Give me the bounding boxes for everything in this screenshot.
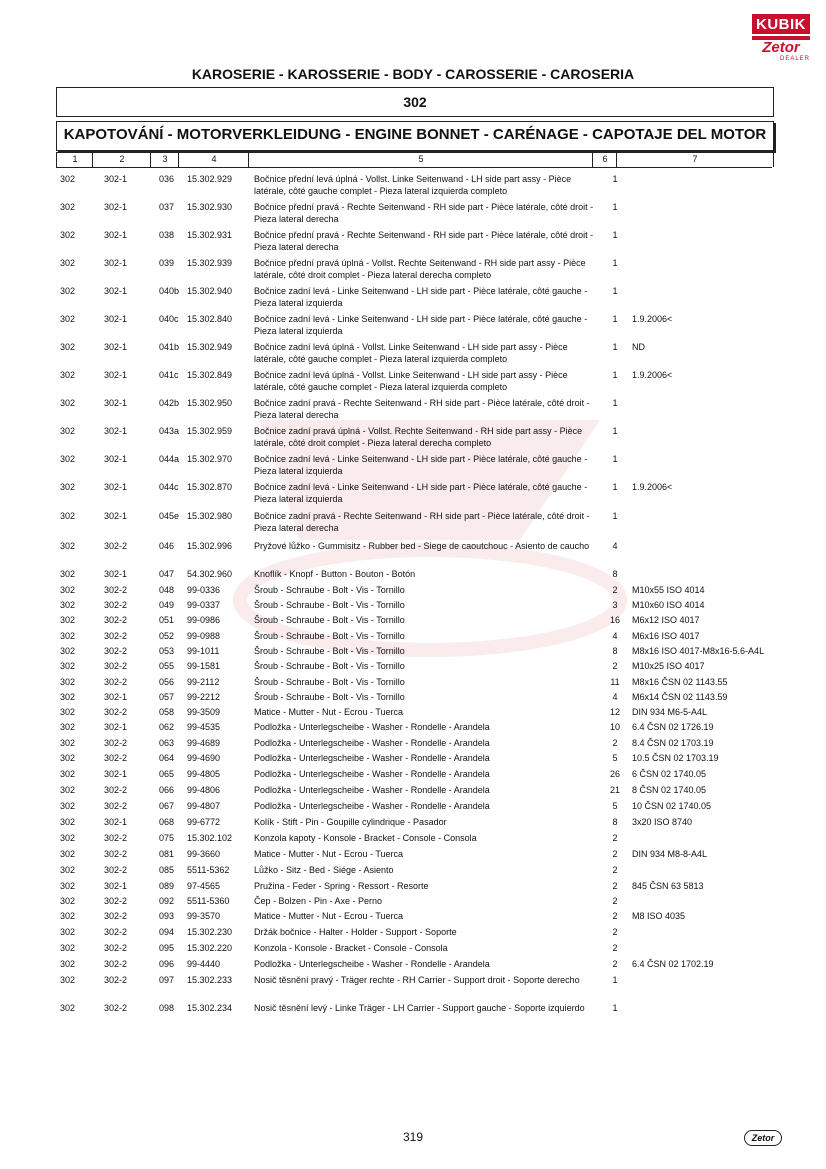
- cell-c3: 062: [159, 722, 175, 732]
- cell-c2: 302-2: [104, 646, 128, 656]
- cell-c1: 302: [60, 342, 76, 352]
- cell-c1: 302: [60, 927, 76, 937]
- cell-c6: 8: [612, 569, 618, 579]
- cell-c1: 302: [60, 314, 76, 324]
- cell-c4: 15.302.970: [187, 454, 233, 464]
- cell-c2: 302-2: [104, 911, 128, 921]
- cell-c1: 302: [60, 722, 76, 732]
- cell-c2: 302-2: [104, 1003, 128, 1013]
- cell-c2: 302-1: [104, 342, 128, 352]
- cell-c3: 098: [159, 1003, 175, 1013]
- cell-c6: 4: [612, 692, 618, 702]
- cell-c4: 99-1581: [187, 661, 221, 671]
- col-5-header: 5: [248, 153, 593, 167]
- cell-c3: 045e: [159, 511, 180, 521]
- cell-c5: Bočnice zadní pravá - Rechte Seitenwand - RH side part - Pièce latérale, côté droit - Pieza lateral derecha: [254, 398, 590, 420]
- cell-c2: 302-2: [104, 753, 128, 763]
- col-7-header: 7: [616, 153, 774, 167]
- cell-c2: 302-2: [104, 975, 128, 985]
- cell-c4: 99-3660: [187, 849, 221, 859]
- cell-c1: 302: [60, 646, 76, 656]
- logo-brand: KUBIK: [752, 14, 810, 34]
- cell-c4: 15.302.840: [187, 314, 233, 324]
- cell-c1: 302: [60, 230, 76, 240]
- cell-c4: 99-4807: [187, 801, 221, 811]
- cell-c3: 064: [159, 753, 175, 763]
- cell-c7: M10x55 ISO 4014: [632, 585, 705, 595]
- cell-c5: Šroub - Schraube - Bolt - Vis - Tornillo: [254, 600, 405, 610]
- cell-c5: Šroub - Schraube - Bolt - Vis - Tornillo: [254, 615, 405, 625]
- cell-c1: 302: [60, 482, 76, 492]
- cell-c3: 058: [159, 707, 175, 717]
- cell-c1: 302: [60, 426, 76, 436]
- cell-c5: Šroub - Schraube - Bolt - Vis - Tornillo: [254, 677, 405, 687]
- cell-c6: 1: [612, 426, 618, 436]
- col-1-header: 1: [56, 153, 93, 167]
- cell-c7: M10x60 ISO 4014: [632, 600, 705, 610]
- cell-c6: 10: [609, 722, 620, 732]
- cell-c4: 99-4440: [187, 959, 221, 969]
- cell-c1: 302: [60, 1003, 76, 1013]
- cell-c1: 302: [60, 370, 76, 380]
- cell-c7: 845 ČSN 63 5813: [632, 881, 704, 891]
- cell-c5: Podložka - Unterlegscheibe - Washer - Rondelle - Arandela: [254, 801, 490, 811]
- cell-c3: 044a: [159, 454, 180, 464]
- cell-c7: 6.4 ČSN 02 1702.19: [632, 959, 714, 969]
- cell-c6: 2: [612, 943, 618, 953]
- cell-c6: 2: [612, 585, 618, 595]
- cell-c4: 15.302.940: [187, 286, 233, 296]
- cell-c1: 302: [60, 258, 76, 268]
- cell-c2: 302-1: [104, 454, 128, 464]
- cell-c1: 302: [60, 707, 76, 717]
- cell-c5: Podložka - Unterlegscheibe - Washer - Rondelle - Arandela: [254, 959, 490, 969]
- cell-c6: 2: [612, 896, 618, 906]
- cell-c7: 10 ČSN 02 1740.05: [632, 801, 712, 811]
- cell-c4: 5511-5362: [187, 865, 230, 875]
- col-6-header: 6: [592, 153, 617, 167]
- cell-c5: Bočnice zadní pravá - Rechte Seitenwand - RH side part - Pièce latérale, côté droit - Pieza lateral derecha: [254, 511, 590, 533]
- cell-c2: 302-1: [104, 817, 128, 827]
- cell-c5: Bočnice zadní levá - Linke Seitenwand - LH side part - Pièce latérale, côté gauche - Pieza lateral izquierda: [254, 286, 588, 308]
- cell-c5: Šroub - Schraube - Bolt - Vis - Tornillo: [254, 631, 405, 641]
- cell-c7: M8x16 ČSN 02 1143.55: [632, 677, 728, 687]
- cell-c6: 2: [612, 911, 618, 921]
- cell-c4: 15.302.949: [187, 342, 233, 352]
- cell-c1: 302: [60, 202, 76, 212]
- cell-c1: 302: [60, 896, 76, 906]
- cell-c1: 302: [60, 911, 76, 921]
- page-number: 319: [402, 1130, 424, 1144]
- cell-c3: 053: [159, 646, 175, 656]
- cell-c6: 1: [612, 342, 618, 352]
- cell-c3: 043a: [159, 426, 180, 436]
- cell-c3: 046: [159, 541, 175, 551]
- cell-c3: 056: [159, 677, 175, 687]
- cell-c5: Bočnice zadní levá - Linke Seitenwand - LH side part - Pièce latérale, côté gauche - Pieza lateral izquierda: [254, 314, 588, 336]
- cell-c5: Podložka - Unterlegscheibe - Washer - Rondelle - Arandela: [254, 722, 490, 732]
- cell-c3: 042b: [159, 398, 180, 408]
- cell-c5: Bočnice zadní pravá úplná - Vollst. Rechte Seitenwand - RH side part assy - Pièce latérale, côté droit complet - Pieza lateral derecha completo: [254, 426, 583, 448]
- cell-c3: 067: [159, 801, 175, 811]
- cell-c6: 16: [609, 615, 620, 625]
- cell-c3: 040b: [159, 286, 180, 296]
- cell-c2: 302-1: [104, 314, 128, 324]
- cell-c4: 15.302.234: [187, 1003, 233, 1013]
- cell-c1: 302: [60, 692, 76, 702]
- cell-c5: Podložka - Unterlegscheibe - Washer - Rondelle - Arandela: [254, 753, 490, 763]
- cell-c4: 15.302.870: [187, 482, 233, 492]
- cell-c7: 3x20 ISO 8740: [632, 817, 693, 827]
- cell-c1: 302: [60, 785, 76, 795]
- cell-c3: 097: [159, 975, 175, 985]
- logo-maker: Zetor: [762, 39, 800, 56]
- section-subtitle: KAPOTOVÁNÍ - MOTORVERKLEIDUNG - ENGINE BONNET - CARÉNAGE - CAPOTAJE DEL MOTOR: [56, 121, 774, 151]
- cell-c1: 302: [60, 174, 76, 184]
- cell-c6: 26: [609, 769, 620, 779]
- cell-c5: Konzola - Konsole - Bracket - Console - Consola: [254, 943, 448, 953]
- cell-c2: 302-1: [104, 230, 128, 240]
- cell-c4: 99-4690: [187, 753, 221, 763]
- cell-c1: 302: [60, 849, 76, 859]
- cell-c2: 302-1: [104, 174, 128, 184]
- cell-c3: 063: [159, 738, 175, 748]
- cell-c4: 99-3509: [187, 707, 221, 717]
- cell-c3: 055: [159, 661, 175, 671]
- cell-c3: 094: [159, 927, 175, 937]
- cell-c5: Bočnice zadní levá úplná - Vollst. Linke Seitenwand - LH side part assy - Pièce latérale, côté gauche complet - Pieza lateral izquierda completo: [254, 342, 568, 364]
- cell-c4: 99-4689: [187, 738, 221, 748]
- col-3-header: 3: [150, 153, 179, 167]
- cell-c6: 1: [612, 286, 618, 296]
- cell-c7: M6x14 ČSN 02 1143.59: [632, 692, 728, 702]
- cell-c7: 6 ČSN 02 1740.05: [632, 769, 707, 779]
- cell-c4: 15.302.220: [187, 943, 233, 953]
- cell-c1: 302: [60, 585, 76, 595]
- footer-logo: Zetor: [744, 1130, 782, 1146]
- cell-c4: 99-4535: [187, 722, 221, 732]
- cell-c5: Bočnice přední pravá - Rechte Seitenwand - RH side part - Pièce latérale, côté droit - Pieza lateral derecha: [254, 230, 594, 252]
- cell-c7: DIN 934 M6-5-A4L: [632, 707, 708, 717]
- cell-c6: 1: [612, 454, 618, 464]
- cell-c2: 302-2: [104, 959, 128, 969]
- cell-c4: 99-2112: [187, 677, 220, 687]
- cell-c5: Šroub - Schraube - Bolt - Vis - Tornillo: [254, 585, 405, 595]
- cell-c5: Bočnice přední pravá - Rechte Seitenwand - RH side part - Pièce latérale, côté droit - Pieza lateral derecha: [254, 202, 594, 224]
- cell-c3: 051: [159, 615, 175, 625]
- cell-c2: 302-1: [104, 370, 128, 380]
- cell-c6: 2: [612, 865, 618, 875]
- cell-c2: 302-2: [104, 585, 128, 595]
- cell-c1: 302: [60, 615, 76, 625]
- cell-c7: 1.9.2006<: [632, 482, 673, 492]
- cell-c2: 302-1: [104, 569, 128, 579]
- cell-c2: 302-2: [104, 927, 128, 937]
- cell-c2: 302-2: [104, 631, 128, 641]
- cell-c1: 302: [60, 661, 76, 671]
- cell-c1: 302: [60, 541, 76, 551]
- cell-c6: 1: [612, 230, 618, 240]
- cell-c2: 302-2: [104, 541, 128, 551]
- cell-c3: 037: [159, 202, 175, 212]
- cell-c4: 99-1011: [187, 646, 220, 656]
- cell-c4: 15.302.849: [187, 370, 233, 380]
- cell-c6: 1: [612, 258, 618, 268]
- cell-c3: 066: [159, 785, 175, 795]
- cell-c3: 096: [159, 959, 175, 969]
- cell-c7: M6x12 ISO 4017: [632, 615, 700, 625]
- cell-c4: 99-4806: [187, 785, 221, 795]
- cell-c7: DIN 934 M8-8-A4L: [632, 849, 708, 859]
- cell-c5: Matice - Mutter - Nut - Ecrou - Tuerca: [254, 849, 404, 859]
- cell-c4: 99-3570: [187, 911, 221, 921]
- cell-c3: 068: [159, 817, 175, 827]
- cell-c6: 2: [612, 738, 618, 748]
- cell-c7: ND: [632, 342, 645, 352]
- cell-c3: 052: [159, 631, 175, 641]
- cell-c7: M8x16 ISO 4017-M8x16-5.6-A4L: [632, 646, 765, 656]
- cell-c1: 302: [60, 569, 76, 579]
- cell-c5: Šroub - Schraube - Bolt - Vis - Tornillo: [254, 646, 405, 656]
- cell-c4: 15.302.233: [187, 975, 233, 985]
- cell-c3: 089: [159, 881, 175, 891]
- cell-c7: M8 ISO 4035: [632, 911, 686, 921]
- cell-c1: 302: [60, 959, 76, 969]
- cell-c3: 039: [159, 258, 175, 268]
- cell-c4: 99-0336: [187, 585, 221, 595]
- cell-c4: 99-0337: [187, 600, 221, 610]
- cell-c1: 302: [60, 398, 76, 408]
- cell-c4: 97-4565: [187, 881, 221, 891]
- cell-c4: 99-6772: [187, 817, 221, 827]
- cell-c4: 15.302.930: [187, 202, 233, 212]
- cell-c7: 10.5 ČSN 02 1703.19: [632, 753, 719, 763]
- cell-c1: 302: [60, 881, 76, 891]
- cell-c6: 8: [612, 817, 618, 827]
- cell-c3: 048: [159, 585, 175, 595]
- cell-c5: Matice - Mutter - Nut - Ecrou - Tuerca: [254, 911, 404, 921]
- cell-c6: 2: [612, 833, 618, 843]
- cell-c2: 302-2: [104, 785, 128, 795]
- cell-c6: 8: [612, 646, 618, 656]
- cell-c5: Držák bočnice - Halter - Holder - Support - Soporte: [254, 927, 457, 937]
- cell-c6: 1: [612, 511, 618, 521]
- cell-c6: 1: [612, 314, 618, 324]
- cell-c5: Bočnice zadní levá - Linke Seitenwand - LH side part - Pièce latérale, côté gauche - Pieza lateral izquierda: [254, 482, 588, 504]
- cell-c1: 302: [60, 801, 76, 811]
- cell-c4: 99-0988: [187, 631, 221, 641]
- col-2-header: 2: [92, 153, 151, 167]
- cell-c6: 2: [612, 849, 618, 859]
- cell-c1: 302: [60, 753, 76, 763]
- cell-c2: 302-1: [104, 769, 128, 779]
- cell-c3: 095: [159, 943, 175, 953]
- cell-c6: 11: [610, 677, 620, 687]
- cell-c6: 1: [612, 1003, 618, 1013]
- cell-c6: 5: [612, 753, 618, 763]
- cell-c4: 54.302.960: [187, 569, 233, 579]
- cell-c5: Podložka - Unterlegscheibe - Washer - Rondelle - Arandela: [254, 769, 490, 779]
- cell-c2: 302-1: [104, 426, 128, 436]
- cell-c5: Knoflík - Knopf - Button - Bouton - Botón: [254, 569, 416, 579]
- cell-c6: 3: [612, 600, 618, 610]
- cell-c5: Pryžové lůžko - Gummisitz - Rubber bed - Siege de caoutchouc - Asiento de caucho: [254, 541, 590, 551]
- cell-c3: 044c: [159, 482, 179, 492]
- cell-c2: 302-2: [104, 896, 128, 906]
- cell-c7: 6.4 ČSN 02 1726.19: [632, 722, 714, 732]
- cell-c6: 2: [612, 959, 618, 969]
- cell-c3: 081: [159, 849, 175, 859]
- cell-c2: 302-1: [104, 398, 128, 408]
- cell-c2: 302-2: [104, 600, 128, 610]
- cell-c2: 302-2: [104, 801, 128, 811]
- cell-c5: Čep - Bolzen - Pin - Axe - Perno: [254, 896, 383, 906]
- cell-c2: 302-2: [104, 865, 128, 875]
- cell-c6: 21: [609, 785, 620, 795]
- cell-c1: 302: [60, 600, 76, 610]
- cell-c6: 12: [609, 707, 620, 717]
- cell-c2: 302-2: [104, 707, 128, 717]
- cell-c6: 1: [612, 174, 618, 184]
- cell-c2: 302-2: [104, 738, 128, 748]
- cell-c2: 302-2: [104, 661, 128, 671]
- cell-c2: 302-1: [104, 881, 128, 891]
- cell-c3: 057: [159, 692, 175, 702]
- cell-c6: 4: [612, 631, 618, 641]
- cell-c7: M10x25 ISO 4017: [632, 661, 705, 671]
- cell-c6: 4: [612, 541, 618, 551]
- cell-c2: 302-1: [104, 202, 128, 212]
- cell-c6: 1: [612, 482, 618, 492]
- cell-c1: 302: [60, 817, 76, 827]
- cell-c1: 302: [60, 454, 76, 464]
- cell-c5: Podložka - Unterlegscheibe - Washer - Rondelle - Arandela: [254, 785, 490, 795]
- cell-c3: 041b: [159, 342, 180, 352]
- cell-c4: 15.302.959: [187, 426, 233, 436]
- cell-c5: Pružina - Feder - Spring - Ressort - Resorte: [254, 881, 429, 891]
- logo-sub: DEALER: [779, 56, 810, 62]
- cell-c3: 049: [159, 600, 175, 610]
- cell-c3: 036: [159, 174, 175, 184]
- cell-c7: 8.4 ČSN 02 1703.19: [632, 738, 714, 748]
- cell-c5: Konzola kapoty - Konsole - Bracket - Console - Consola: [254, 833, 477, 843]
- cell-c4: 15.302.996: [187, 541, 233, 551]
- col-4-header: 4: [178, 153, 249, 167]
- cell-c7: 8 ČSN 02 1740.05: [632, 785, 707, 795]
- cell-c4: 99-0986: [187, 615, 221, 625]
- cell-c2: 302-2: [104, 943, 128, 953]
- page-title: KAROSERIE - KAROSSERIE - BODY - CAROSSERIE - CAROSERIA: [191, 66, 635, 82]
- cell-c6: 2: [612, 661, 618, 671]
- cell-c5: Nosič těsnění pravý - Träger rechte - RH Carrier - Support droit - Soporte derecho: [254, 975, 580, 985]
- cell-c7: 1.9.2006<: [632, 314, 673, 324]
- cell-c1: 302: [60, 511, 76, 521]
- cell-c1: 302: [60, 769, 76, 779]
- cell-c5: Nosič těsnění levý - Linke Träger - LH Carrier - Support gauche - Soporte izquierdo: [254, 1003, 585, 1013]
- cell-c3: 075: [159, 833, 175, 843]
- cell-c6: 1: [612, 975, 618, 985]
- cell-c7: M6x16 ISO 4017: [632, 631, 700, 641]
- cell-c4: 99-2212: [187, 692, 221, 702]
- cell-c5: Matice - Mutter - Nut - Ecrou - Tuerca: [254, 707, 404, 717]
- section-number: 302: [56, 87, 774, 117]
- cell-c1: 302: [60, 286, 76, 296]
- cell-c2: 302-2: [104, 615, 128, 625]
- cell-c4: 99-4805: [187, 769, 221, 779]
- cell-c5: Lůžko - Sitz - Bed - Siége - Asiento: [254, 865, 394, 875]
- cell-c4: 15.302.102: [187, 833, 233, 843]
- cell-c6: 2: [612, 881, 618, 891]
- cell-c5: Podložka - Unterlegscheibe - Washer - Rondelle - Arandela: [254, 738, 490, 748]
- cell-c1: 302: [60, 865, 76, 875]
- cell-c5: Bočnice zadní levá - Linke Seitenwand - LH side part - Pièce latérale, côté gauche - Pieza lateral izquierda: [254, 454, 588, 476]
- cell-c3: 040c: [159, 314, 179, 324]
- cell-c6: 5: [612, 801, 618, 811]
- cell-c4: 15.302.950: [187, 398, 233, 408]
- cell-c2: 302-1: [104, 722, 128, 732]
- cell-c4: 15.302.931: [187, 230, 233, 240]
- cell-c2: 302-1: [104, 482, 128, 492]
- cell-c2: 302-1: [104, 258, 128, 268]
- cell-c3: 093: [159, 911, 175, 921]
- cell-c2: 302-1: [104, 692, 128, 702]
- cell-c4: 15.302.980: [187, 511, 233, 521]
- cell-c1: 302: [60, 943, 76, 953]
- cell-c3: 092: [159, 896, 175, 906]
- column-header: [56, 152, 772, 168]
- cell-c3: 065: [159, 769, 175, 779]
- cell-c1: 302: [60, 738, 76, 748]
- cell-c1: 302: [60, 631, 76, 641]
- cell-c3: 047: [159, 569, 175, 579]
- cell-c5: Šroub - Schraube - Bolt - Vis - Tornillo: [254, 661, 405, 671]
- cell-c4: 15.302.939: [187, 258, 233, 268]
- cell-c5: Bočnice zadní levá úplná - Vollst. Linke Seitenwand - LH side part assy - Pièce latérale, côté gauche complet - Pieza lateral izquierda completo: [254, 370, 568, 392]
- cell-c1: 302: [60, 975, 76, 985]
- cell-c5: Bočnice přední levá úplná - Vollst. Linke Seitenwand - LH side part assy - Pièce latérale, côté gauche complet - Pieza lateral izquierda completo: [254, 174, 572, 196]
- cell-c2: 302-2: [104, 833, 128, 843]
- cell-c4: 15.302.230: [187, 927, 233, 937]
- cell-c4: 5511-5360: [187, 896, 230, 906]
- cell-c2: 302-1: [104, 511, 128, 521]
- cell-c6: 1: [612, 398, 618, 408]
- cell-c2: 302-2: [104, 849, 128, 859]
- cell-c2: 302-2: [104, 677, 128, 687]
- cell-c3: 041c: [159, 370, 179, 380]
- cell-c6: 1: [612, 370, 618, 380]
- cell-c1: 302: [60, 677, 76, 687]
- cell-c2: 302-1: [104, 286, 128, 296]
- cell-c5: Kolík - Stift - Pin - Goupille cylindrique - Pasador: [254, 817, 447, 827]
- cell-c7: 1.9.2006<: [632, 370, 673, 380]
- cell-c3: 085: [159, 865, 175, 875]
- cell-c5: Šroub - Schraube - Bolt - Vis - Tornillo: [254, 692, 405, 702]
- cell-c6: 1: [612, 202, 618, 212]
- cell-c6: 2: [612, 927, 618, 937]
- cell-c3: 038: [159, 230, 175, 240]
- cell-c4: 15.302.929: [187, 174, 233, 184]
- cell-c1: 302: [60, 833, 76, 843]
- cell-c5: Bočnice přední pravá úplná - Vollst. Rechte Seitenwand - RH side part assy - Pièce latérale, côté droit complet - Pieza lateral derecha completo: [254, 258, 586, 280]
- kubik-zetor-logo: [752, 14, 810, 66]
